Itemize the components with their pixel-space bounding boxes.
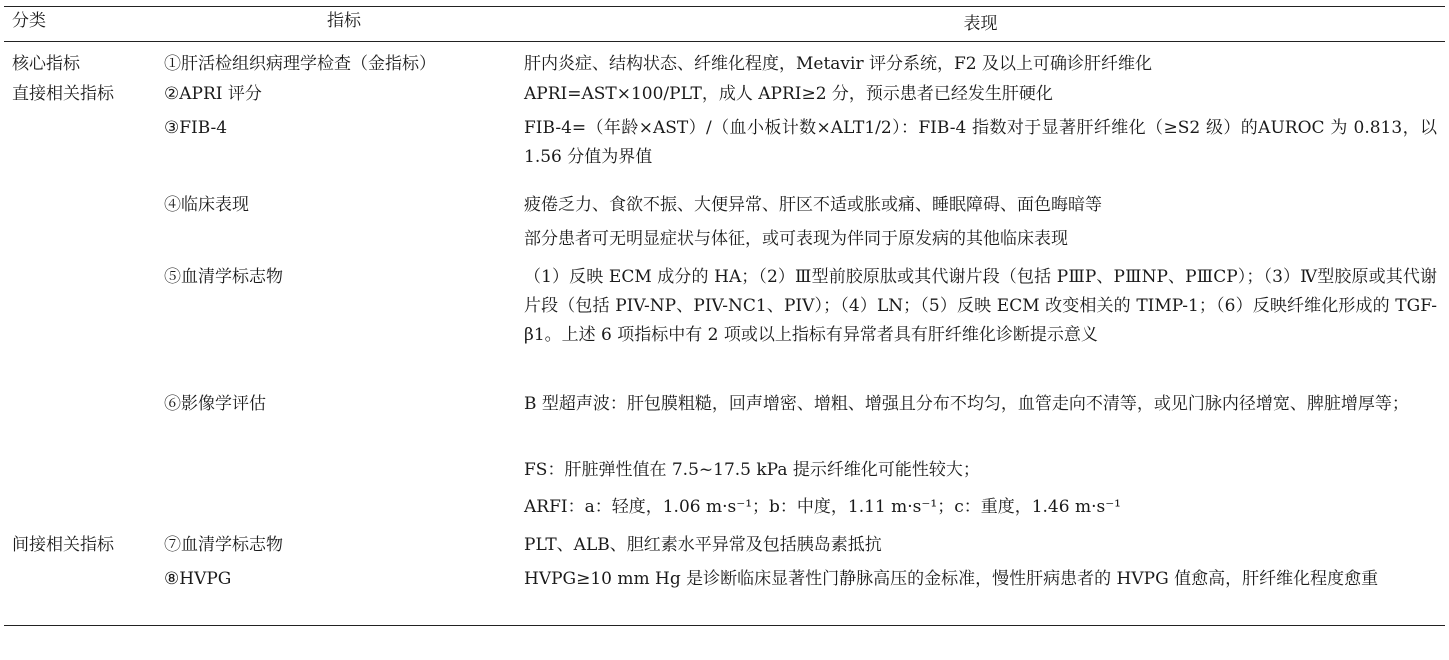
row-category: 间接相关指标 xyxy=(12,535,114,555)
row-performance: 部分患者可无明显症状与体征，或可表现为伴同于原发病的其他临床表现 xyxy=(524,229,1068,249)
row-performance: APRI=AST×100/PLT，成人 APRI≥2 分，预示患者已经发生肝硬化 xyxy=(524,84,1053,104)
row-indicator: ⑥影像学评估 xyxy=(164,394,266,414)
table-row xyxy=(4,493,1445,531)
row-indicator: ①肝活检组织病理学检查（金指标） xyxy=(164,54,436,74)
row-indicator: ⑧HVPG xyxy=(164,569,232,589)
row-indicator: ⑤血清学标志物 xyxy=(164,267,283,287)
row-category: 核心指标 xyxy=(12,54,80,74)
row-indicator: ④临床表现 xyxy=(164,195,249,215)
row-performance: （1）反映 ECM 成分的 HA；（2）Ⅲ型前胶原肽或其代谢片段（包括 PⅢP、PⅢNP、PⅢCP）；（3）Ⅳ型胶原或其代谢片段（包括 PIV-NP、PIV-NC1、PIV）；（4）LN；（5）反映 ECM 改变相关的 TIMP-1；（6）反映纤维化形成的 TGF-β1。上述 6 项指标中有 2 项或以上指标有异常者具有肝纤维化诊断提示意义 xyxy=(524,267,1437,345)
table-row xyxy=(4,390,1445,456)
row-performance: ARFI：a：轻度，1.06 m·s⁻¹；b：中度，1.11 m·s⁻¹；c：重度，1.46 m·s⁻¹ xyxy=(524,497,1121,517)
table-row xyxy=(4,114,1445,191)
indicator-table xyxy=(4,6,1445,626)
table-header-row xyxy=(4,7,1445,41)
table-row xyxy=(4,531,1445,565)
table-row xyxy=(4,225,1445,263)
header-category: 分类 xyxy=(12,11,46,31)
table-bottom-rule xyxy=(4,625,1445,626)
row-performance: B 型超声波：肝包膜粗糙，回声增密、增粗、增强且分布不均匀，血管走向不清等，或见门脉内径增宽、脾脏增厚等； xyxy=(524,394,1409,414)
row-indicator: ③FIB-4 xyxy=(164,118,228,138)
row-indicator: ⑦血清学标志物 xyxy=(164,535,283,555)
row-category: 直接相关指标 xyxy=(12,84,114,104)
row-performance: FIB-4=（年龄×AST）/（血小板计数×ALT1/2）：FIB-4 指数对于显著肝纤维化（≥S2 级）的AUROC 为 0.813，以 1.56 分值为界值 xyxy=(524,118,1437,167)
row-performance: 疲倦乏力、食欲不振、大便异常、肝区不适或胀或痛、睡眠障碍、面色晦暗等 xyxy=(524,195,1102,215)
table-row xyxy=(4,80,1445,114)
header-performance: 表现 xyxy=(963,14,998,34)
table-row xyxy=(4,42,1445,80)
header-indicator: 指标 xyxy=(327,11,361,31)
row-performance: FS：肝脏弹性值在 7.5~17.5 kPa 提示纤维化可能性较大； xyxy=(524,460,980,480)
row-performance: PLT、ALB、胆红素水平异常及包括胰岛素抵抗 xyxy=(524,535,882,555)
table-row xyxy=(4,263,1445,390)
table-row xyxy=(4,565,1445,625)
table-row xyxy=(4,456,1445,493)
row-performance: HVPG≥10 mm Hg 是诊断临床显著性门静脉高压的金标准，慢性肝病患者的 HVPG 值愈高，肝纤维化程度愈重 xyxy=(524,569,1379,589)
row-indicator: ②APRI 评分 xyxy=(164,84,262,104)
row-performance: 肝内炎症、结构状态、纤维化程度，Metavir 评分系统，F2 及以上可确诊肝纤维化 xyxy=(524,54,1153,74)
table-row xyxy=(4,191,1445,225)
